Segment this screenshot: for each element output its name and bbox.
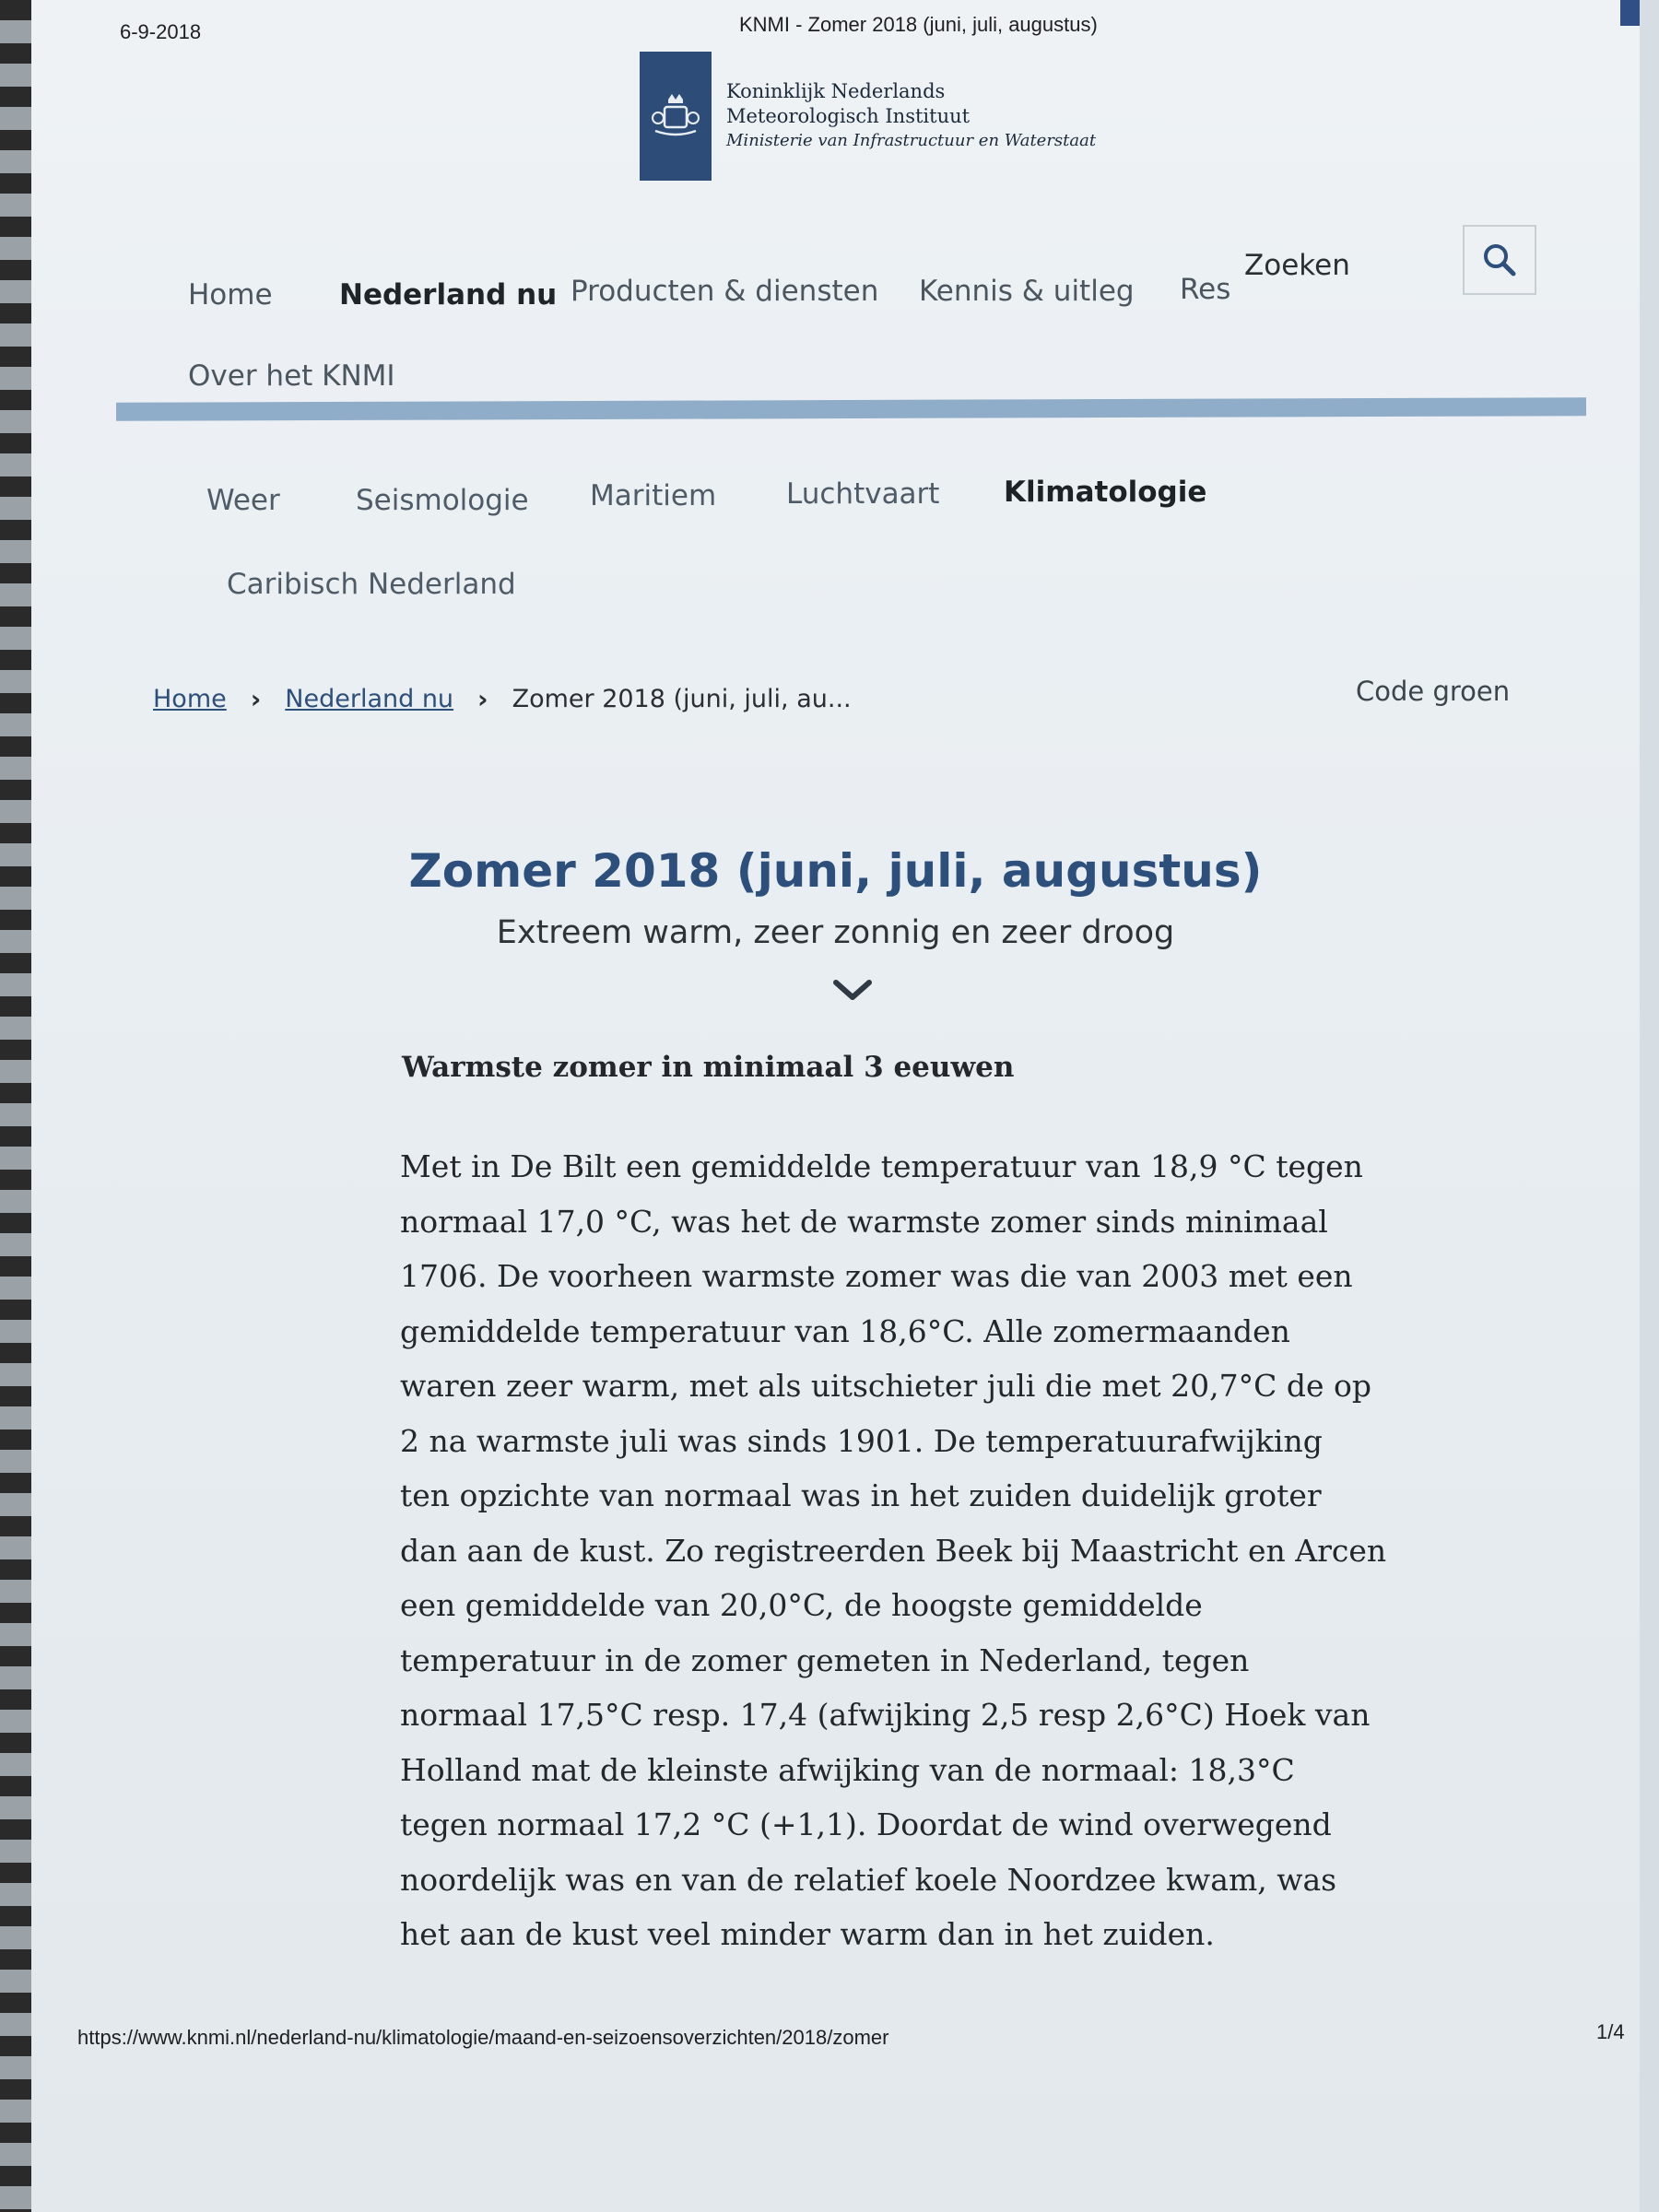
nav-item-res[interactable]: Res (1180, 273, 1231, 306)
logo-text (726, 79, 1096, 153)
breadcrumb (153, 684, 852, 714)
chevron-down-icon[interactable] (830, 977, 875, 1008)
search-label[interactable]: Zoeken (1244, 249, 1350, 282)
nav-item-kennis[interactable]: Kennis & uitleg (919, 275, 1135, 308)
printed-page (31, 0, 1640, 2212)
knmi-logo[interactable] (640, 52, 1096, 181)
body-line: tegen normaal 17,2 °C (+1,1). Doordat de wind overwegend (400, 1806, 1332, 1842)
chevron-right-icon: › (250, 684, 262, 714)
print-date: 6-9-2018 (120, 20, 202, 43)
crown-lion-icon (640, 52, 712, 181)
logo-line-1: Koninklijk Nederlands (726, 80, 946, 102)
logo-line-2: Meteorologisch Instituut (726, 105, 971, 127)
body-line: dan aan de kust. Zo registreerden Beek bij Maastricht en Arcen (400, 1532, 1387, 1569)
body-line: Holland mat de kleinste afwijking van de normaal: 18,3°C (400, 1751, 1295, 1788)
body-line: normaal 17,5°C resp. 17,4 (afwijking 2,5 resp 2,6°C) Hoek van (400, 1697, 1371, 1733)
logo-line-3: Ministerie van Infrastructuur en Waterstaat (726, 131, 1097, 150)
subnav-item-maritiem[interactable]: Maritiem (590, 479, 717, 512)
nav-item-producten[interactable]: Producten & diensten (571, 275, 879, 308)
subnav-item-seismologie[interactable]: Seismologie (356, 484, 529, 517)
weather-code-status[interactable]: Code groen (1356, 676, 1511, 707)
body-line: een gemiddelde van 20,0°C, de hoogste gemiddelde (400, 1587, 1203, 1623)
breadcrumb-current: Zomer 2018 (juni, juli, au... (512, 685, 852, 713)
body-line: ten opzichte van normaal was in het zuiden duidelijk groter (400, 1477, 1322, 1513)
page-subtitle: Extreem warm, zeer zonnig en zeer droog (496, 914, 1175, 951)
page-title: Zomer 2018 (juni, juli, augustus) (408, 844, 1263, 898)
nav-item-home[interactable]: Home (188, 278, 273, 312)
body-line: normaal 17,0 °C, was het de warmste zomer sinds minimaal (400, 1203, 1328, 1240)
search-icon (1482, 242, 1517, 277)
body-line: 2 na warmste juli was sinds 1901. De temperatuurafwijking (400, 1422, 1323, 1459)
subnav-item-klimatologie[interactable]: Klimatologie (1004, 476, 1207, 509)
subnav-item-luchtvaart[interactable]: Luchtvaart (786, 477, 940, 511)
print-title: KNMI - Zomer 2018 (juni, juli, augustus) (739, 13, 1098, 36)
binder-rings (0, 0, 31, 2212)
nav-divider-bar (116, 397, 1586, 421)
body-line: gemiddelde temperatuur van 18,6°C. Alle zomermaanden (400, 1312, 1290, 1349)
print-page-number: 1/4 (1596, 2020, 1625, 2043)
section-heading: Warmste zomer in minimaal 3 eeuwen (402, 1051, 1015, 1084)
print-footer-url: https://www.knmi.nl/nederland-nu/klimatologie/maand-en-seizoensoverzichten/2018/zomer (77, 2026, 889, 2049)
subnav-item-weer[interactable]: Weer (206, 484, 280, 517)
nav-item-over-knmi[interactable]: Over het KNMI (188, 359, 395, 393)
body-line: het aan de kust veel minder warm dan in het zuiden. (400, 1916, 1215, 1952)
subnav-item-caribisch[interactable]: Caribisch Nederland (227, 568, 516, 601)
search-button[interactable] (1463, 225, 1536, 295)
article-body (400, 1139, 1387, 1962)
body-line: 1706. De voorheen warmste zomer was die van 2003 met een (400, 1258, 1353, 1294)
breadcrumb-home[interactable]: Home (153, 685, 227, 713)
nav-item-nederland-nu[interactable]: Nederland nu (339, 278, 558, 312)
body-line: waren zeer warm, met als uitschieter juli die met 20,7°C de op (400, 1368, 1371, 1404)
breadcrumb-nederland-nu[interactable]: Nederland nu (285, 685, 454, 713)
body-line: noordelijk was en van de relatief koele Noordzee kwam, was (400, 1861, 1337, 1898)
corner-accent (1620, 0, 1640, 26)
chevron-right-icon: › (477, 684, 488, 714)
body-line: temperatuur in de zomer gemeten in Nederland, tegen (400, 1641, 1250, 1678)
body-line: Met in De Bilt een gemiddelde temperatuur van 18,9 °C tegen (400, 1148, 1363, 1184)
